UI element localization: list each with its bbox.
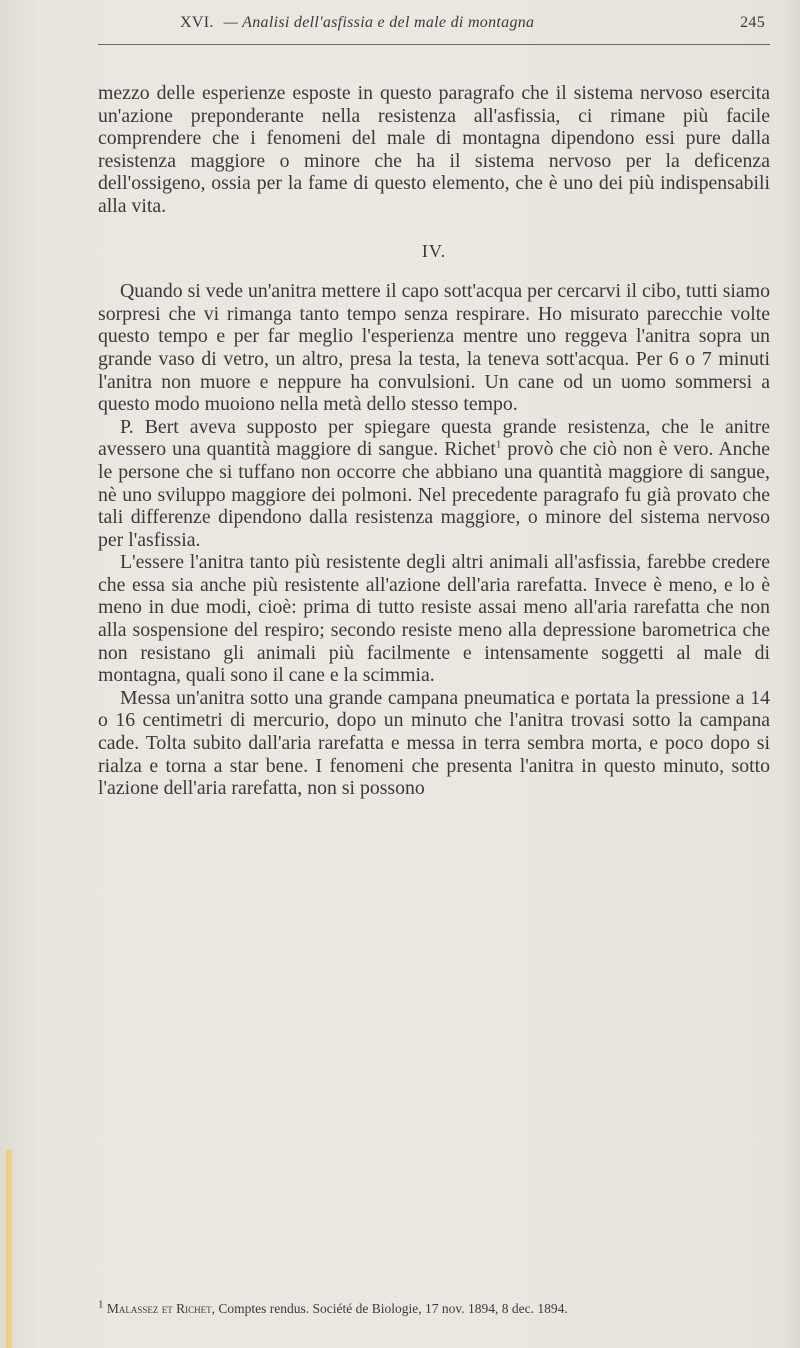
binding-edge bbox=[6, 1150, 12, 1348]
paragraph-2-text-b: provò che ciò non è vero. Anche le persone che si tuffano non occorre che abbiano una quantità maggiore di sangue, nè uno sviluppo maggiore dei polmoni. Nel precedente paragrafo fu già provato che tali differenze dipendono dalla resistenza maggiore, o minore del sistema nervoso per l'asfissia. bbox=[98, 438, 771, 551]
body-text bbox=[98, 82, 770, 800]
paragraph-4: Messa un'anitra sotto una grande campana pneumatica e portata la pressione a 14 o 16 centimetri di mercurio, dopo un minuto che l'anitra trovasi sotto la campana cade. Tolta subito dall'aria rarefatta e messa in terra sembra morta, e poco dopo si rialza e torna a star bene. I fenomeni che presenta l'anitra in questo minuto, sotto l'azione dell'aria rarefatta, non si possono bbox=[98, 686, 770, 800]
paragraph-2 bbox=[98, 416, 770, 552]
paragraph-intro: mezzo delle esperienze esposte in questo paragrafo che il sistema nervoso esercita un'azione preponderante nella resistenza all'asfissia, ci rimane più facile comprendere che i fenomeni del male di montagna dipendono essi pure dalla resistenza maggiore o minore che ha il sistema nervoso per la deficenza dell'ossigeno, ossia per la fame di questo elemento, che è uno dei più indispensabili alla vita. bbox=[98, 82, 770, 217]
paragraph-2-text-a: P. Bert aveva supposto per spiegare questa grande resistenza, che le anitre avessero una quantità maggiore di sangue. Richet bbox=[98, 415, 770, 461]
paragraph-3: L'essere l'anitra tanto più resistente degli altri animali all'asfissia, farebbe credere che essa sia anche più resistente all'azione dell'aria rarefatta. Invece è meno, e lo è meno in due modi, cioè: prima di tutto resiste assai meno all'aria rarefatta che non alla sospensione del respiro; secondo resiste meno alla depressione barometrica che non resistano gli animali più facilmente e intensamente soggetti al male di montagna, quali sono il cane e la scimmia. bbox=[98, 551, 770, 687]
section-heading: IV. bbox=[421, 240, 447, 261]
paragraph-1: Quando si vede un'anitra mettere il capo sott'acqua per cercarvi il cibo, tutti siamo sorpresi che vi rimanga tanto tempo senza respirare. Ho misurato parecchie volte questo tempo e per far meglio l'esperienza mentre uno reggeva l'anitra sopra un grande vaso di vetro, un altro, presa la testa, la teneva sott'acqua. Per 6 o 7 minuti l'anitra non muore e neppure ha convulsioni. Un cane od un uomo sommersi a questo modo muoiono nella metà dello stesso tempo. bbox=[98, 280, 770, 416]
footnote-mark: 1 bbox=[98, 1298, 104, 1311]
chapter-number: XVI. bbox=[180, 14, 214, 31]
page-number: 245 bbox=[740, 14, 765, 31]
running-head bbox=[180, 14, 765, 32]
footnote bbox=[98, 1300, 770, 1318]
footnote-text: , Comptes rendus. Société de Biologie, 17 nov. 1894, 8 dec. 1894. bbox=[211, 1301, 568, 1316]
footnote-reference[interactable]: 1 bbox=[495, 438, 502, 451]
footnote-authors: Malassez et Richet bbox=[106, 1301, 212, 1316]
header-rule bbox=[98, 44, 770, 45]
running-title: — Analisi dell'asfissia e del male di montagna bbox=[223, 14, 535, 31]
